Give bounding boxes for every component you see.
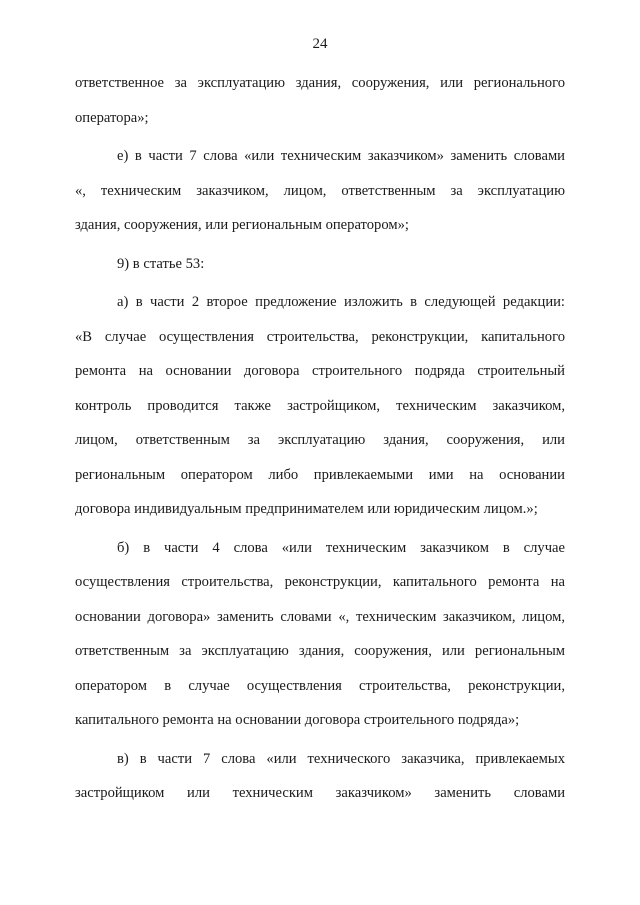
text-line: е) в части 7 слова «или техническим заказчиком» заменить словами (117, 148, 565, 164)
text-line: в) в части 7 слова «или технического заказчика, привлекаемых (117, 750, 565, 767)
text-line: региональным оператором либо привлекаемыми ими на основании (75, 466, 565, 483)
page-number: 24 (312, 36, 328, 52)
text-line: оператора»; (75, 109, 149, 126)
text-line: а) в части 2 второе предложение изложить в следующей редакции: (117, 294, 565, 310)
text-line: капитального ремонта на основании договора строительного подряда»; (75, 712, 520, 728)
text-line: 9) в статье 53: (117, 255, 205, 272)
text-line: застройщиком или техническим заказчиком» заменить словами (75, 785, 565, 801)
text-line: ответственное за эксплуатацию здания, сооружения, или регионального (75, 75, 565, 91)
text-line: оператором в случае осуществления строительства, реконструкции, (75, 677, 565, 694)
text-line: здания, сооружения, или региональным оператором»; (75, 217, 409, 233)
text-line: ответственным за эксплуатацию здания, сооружения, или региональным (75, 643, 565, 659)
text-line: осуществления строительства, реконструкции, капитального ремонта на (75, 574, 565, 590)
text-line: ремонта на основании договора строительного подряда строительный (75, 363, 565, 379)
text-line: договора индивидуальным предпринимателем или юридическим лицом.»; (75, 501, 538, 517)
text-line: «, техническим заказчиком, лицом, ответственным за эксплуатацию (75, 182, 565, 199)
text-line: «В случае осуществления строительства, реконструкции, капитального (75, 328, 565, 345)
text-line: б) в части 4 слова «или техническим заказчиком в случае (117, 539, 565, 556)
text-line: лицом, ответственным за эксплуатацию здания, сооружения, или (75, 432, 565, 448)
text-line: основании договора» заменить словами «, техническим заказчиком, лицом, (75, 608, 565, 625)
text-line: контроль проводится также застройщиком, техническим заказчиком, (75, 397, 565, 414)
document-body (75, 66, 565, 811)
